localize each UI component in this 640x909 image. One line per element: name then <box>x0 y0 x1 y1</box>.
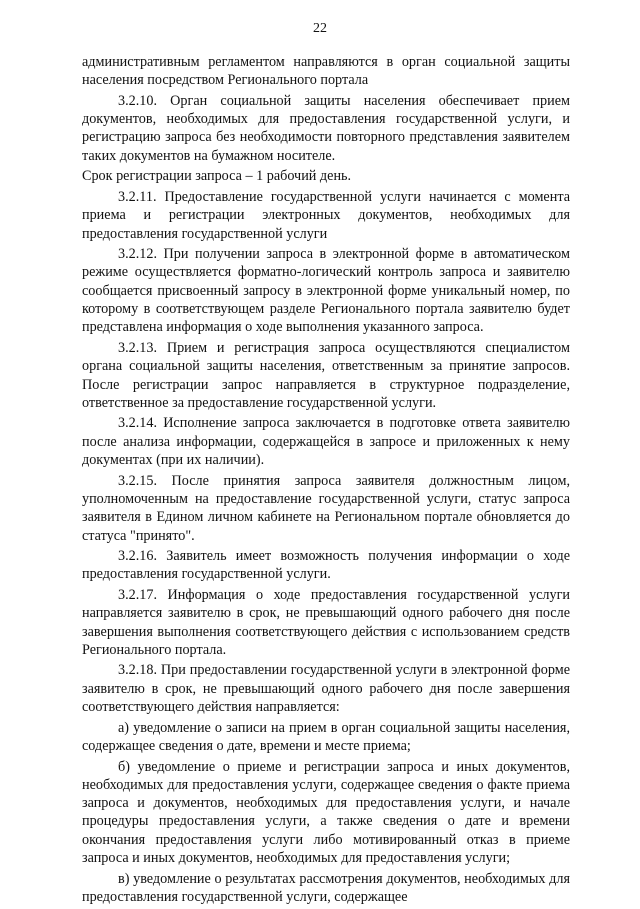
paragraph-3-2-17: 3.2.17. Информация о ходе предоставления государственной услуги направляется заявителю в срок, не превышающий одного рабочего дня после завершения выполнения соответствующего действия с использованием средств Регионального портала. <box>82 586 570 658</box>
paragraph-continuation: административным регламентом направляются в орган социальной защиты населения посредством Регионального портала <box>82 54 570 89</box>
list-item-b: б) уведомление о приеме и регистрации запроса и иных документов, необходимых для предоставления услуги, содержащее сведения о факте приема запроса и документов, необходимых для предоставления услуги, и начале процедуры предоставления услуги, а также сведения о дате и времени окончания предоставления услуги либо мотивированный отказ в приеме запроса и иных документов, необходимых для предоставления услуги; <box>82 758 570 867</box>
paragraph-3-2-16: 3.2.16. Заявитель имеет возможность получения информации о ходе предоставления государственной услуги. <box>82 548 570 583</box>
paragraph-3-2-18: 3.2.18. При предоставлении государственной услуги в электронной форме заявителю в срок, не превышающий одного рабочего дня после завершения соответствующего действия направляется: <box>82 662 570 716</box>
document-body <box>82 53 570 909</box>
list-item-v: в) уведомление о результатах рассмотрения документов, необходимых для предоставления государственной услуги, содержащее <box>82 870 570 905</box>
paragraph-3-2-15: 3.2.15. После принятия запроса заявителя должностным лицом, уполномоченным на предоставление государственной услуги, статус запроса заявителя в Едином личном кабинете на Региональном портале обновляется до статуса "принято". <box>82 472 570 544</box>
paragraph-3-2-12: 3.2.12. При получении запроса в электронной форме в автоматическом режиме осуществляется форматно-логический контроль запроса и заявителю сообщается присвоенный запросу в электронной форме уникальный номер, по которому в соответствующем разделе Регионального портала заявителю будет представлена информация о ходе выполнения указанного запроса. <box>82 246 570 336</box>
list-item-a: а) уведомление о записи на прием в орган социальной защиты населения, содержащее сведения о дате, времени и месте приема; <box>82 719 570 754</box>
page-number: 22 <box>313 21 327 36</box>
paragraph-registration-term: Срок регистрации запроса – 1 рабочий день. <box>82 168 352 185</box>
paragraph-3-2-11: 3.2.11. Предоставление государственной услуги начинается с момента приема и регистрации электронных документов, необходимых для предоставления государственной услуги <box>82 188 570 242</box>
paragraph-3-2-10: 3.2.10. Орган социальной защиты населения обеспечивает прием документов, необходимых для предоставления государственной услуги, и регистрацию запроса без необходимости повторного представления заявителем таких документов на бумажном носителе. <box>82 92 570 164</box>
paragraph-3-2-13: 3.2.13. Прием и регистрация запроса осуществляются специалистом органа социальной защиты населения, ответственным за принятие запросов. После регистрации запрос направляется в структурное подразделение, ответственное за предоставление государственной услуги. <box>82 339 570 411</box>
paragraph-3-2-14: 3.2.14. Исполнение запроса заключается в подготовке ответа заявителю после анализа информации, содержащейся в запросе и приложенных к нему документах (при их наличии). <box>82 415 570 469</box>
